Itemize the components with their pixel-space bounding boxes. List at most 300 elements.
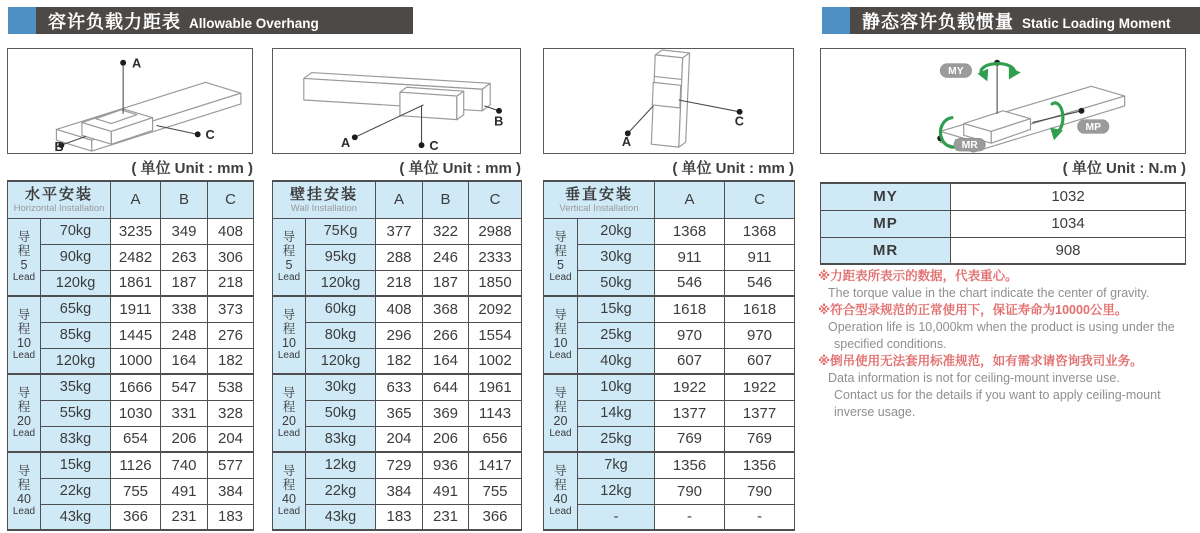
table-title [8, 181, 111, 218]
table-row [273, 374, 522, 400]
load-cell: 83kg [41, 426, 111, 452]
table-row [8, 270, 254, 296]
lead-cell [544, 218, 578, 296]
table-row [8, 244, 254, 270]
value-cell: 1356 [655, 452, 725, 478]
carriage-block [652, 82, 680, 108]
load-cell: 85kg [41, 322, 111, 348]
table-title [544, 181, 655, 218]
unit-label-nm: ( 单位 Unit : N.m ) [1062, 160, 1186, 177]
table-header-row [273, 181, 522, 218]
header-title-en: Allowable Overhang [189, 16, 319, 31]
value-cell: 755 [111, 478, 161, 504]
value-cell: 231 [161, 504, 208, 530]
blue-accent-square [822, 7, 850, 34]
note-1-en: The torque value in the chart indicate the center of gravity. [828, 286, 1150, 300]
load-cell: 65kg [41, 296, 111, 322]
header-title-en: Static Loading Moment [1022, 16, 1171, 31]
lead-line: 程 [282, 322, 296, 336]
table-title-en: Vertical Installation [559, 202, 639, 214]
point-c-label: C [429, 138, 439, 153]
lead-line: 导 [282, 386, 296, 400]
load-cell: 30kg [578, 244, 655, 270]
lead-line: 10 [553, 336, 568, 350]
load-cell: 30kg [306, 374, 376, 400]
lead-line: 程 [17, 400, 31, 414]
value-cell: 1618 [725, 296, 795, 322]
table-row [273, 218, 522, 244]
value-cell: 1445 [111, 322, 161, 348]
value-cell: 546 [725, 270, 795, 296]
lead-line: Lead [12, 428, 36, 439]
lead-line: 程 [554, 478, 567, 492]
lead-line: Lead [549, 428, 572, 439]
lead-line: 程 [554, 243, 567, 258]
lead-line: Lead [549, 506, 572, 517]
value-cell: 187 [161, 270, 208, 296]
lead-line: 导 [17, 308, 31, 322]
point-a-label: A [341, 135, 351, 151]
value-cell: 349 [161, 218, 208, 244]
table-title [273, 181, 376, 218]
lead-line: 程 [554, 400, 567, 414]
value-cell: 206 [423, 426, 469, 452]
vertical-diagram-svg [544, 49, 793, 153]
value-cell: 384 [376, 478, 423, 504]
value-cell: 607 [725, 348, 795, 374]
wall-installation-diagram [272, 48, 521, 154]
lead-line: 40 [282, 492, 296, 506]
spec-table [272, 180, 522, 531]
load-cell: 25kg [578, 322, 655, 348]
load-cell: 55kg [41, 400, 111, 426]
value-cell: 1143 [469, 400, 522, 426]
value-cell: 164 [161, 348, 208, 374]
load-cell: 83kg [306, 426, 376, 452]
point-a-label: A [131, 55, 142, 71]
value-cell: 408 [208, 218, 254, 244]
lead-line: 10 [282, 336, 296, 350]
table-row [8, 452, 254, 478]
lead-line: 程 [282, 243, 296, 258]
table-row [273, 426, 522, 452]
value-cell: 377 [376, 218, 423, 244]
lead-cell [273, 374, 306, 452]
header-title-zh: 容许负载力距表 [48, 12, 181, 32]
lead-cell [273, 296, 306, 374]
value-cell: 231 [423, 504, 469, 530]
table-row [544, 426, 795, 452]
value-cell: 206 [161, 426, 208, 452]
mp-label: MP [1085, 121, 1101, 133]
value-cell: 755 [469, 478, 522, 504]
lead-line: 导 [282, 464, 296, 478]
value-cell: 204 [376, 426, 423, 452]
table-title-zh: 垂直安装 [564, 185, 633, 203]
unit-label-mm: ( 单位 Unit : mm ) [399, 160, 521, 177]
load-cell: 120kg [306, 270, 376, 296]
lead-line: Lead [12, 506, 36, 517]
note-3-en-cont: inverse usage. [834, 405, 916, 419]
note-3-zh: ※倒吊使用无法套用标准规范，如有需求请咨询我司业务。 [818, 354, 1143, 368]
value-cell: - [725, 504, 795, 530]
moment-mr-value: 908 [951, 237, 1186, 264]
table-row [8, 322, 254, 348]
value-cell: 204 [208, 426, 254, 452]
load-cell: 120kg [41, 348, 111, 374]
value-cell: 546 [655, 270, 725, 296]
table-row [544, 244, 795, 270]
load-cell: 50kg [578, 270, 655, 296]
lead-line: 10 [17, 336, 31, 350]
table-row [273, 296, 522, 322]
column-header-a: A [376, 181, 423, 218]
table-title-en: Wall Installation [290, 202, 358, 214]
load-cell: 120kg [41, 270, 111, 296]
lead-line: 导 [17, 386, 31, 400]
load-cell: 35kg [41, 374, 111, 400]
load-cell: 22kg [306, 478, 376, 504]
value-cell: 183 [208, 504, 254, 530]
value-cell: 369 [423, 400, 469, 426]
value-cell: 633 [376, 374, 423, 400]
my-label: MY [948, 66, 964, 78]
load-cell: 90kg [41, 244, 111, 270]
note-3-en-cont: Contact us for the details if you want to apply ceiling-mount [834, 388, 1161, 402]
lead-line: Lead [549, 271, 572, 283]
horizontal-installation-diagram [7, 48, 253, 154]
blue-accent-square [8, 7, 36, 34]
table-row [273, 348, 522, 374]
lead-cell [544, 296, 578, 374]
value-cell: 1356 [725, 452, 795, 478]
value-cell: 1666 [111, 374, 161, 400]
value-cell: 970 [725, 322, 795, 348]
lead-line: Lead [549, 350, 572, 361]
carriage-block [400, 87, 464, 119]
value-cell: 936 [423, 452, 469, 478]
table-row [273, 478, 522, 504]
value-cell: 1377 [725, 400, 795, 426]
value-cell: 607 [655, 348, 725, 374]
load-cell: 20kg [578, 218, 655, 244]
value-cell: 276 [208, 322, 254, 348]
value-cell: 1911 [111, 296, 161, 322]
value-cell: - [655, 504, 725, 530]
column-header-b: B [161, 181, 208, 218]
lead-line: Lead [12, 271, 36, 283]
value-cell: 263 [161, 244, 208, 270]
value-cell: 322 [423, 218, 469, 244]
value-cell: 331 [161, 400, 208, 426]
load-cell: 43kg [41, 504, 111, 530]
moment-diagram-svg [821, 49, 1185, 153]
value-cell: 911 [655, 244, 725, 270]
value-cell: 408 [376, 296, 423, 322]
load-cell: 80kg [306, 322, 376, 348]
value-cell: 644 [423, 374, 469, 400]
lead-line: 40 [553, 492, 568, 506]
lead-line: Lead [277, 428, 301, 439]
value-cell: 491 [161, 478, 208, 504]
load-cell: 70kg [41, 218, 111, 244]
table-row [273, 504, 522, 530]
lead-cell [8, 374, 41, 452]
column-header-c: C [469, 181, 522, 218]
value-cell: 1030 [111, 400, 161, 426]
point-c-label: C [734, 113, 744, 129]
value-cell: 328 [208, 400, 254, 426]
table-row [273, 270, 522, 296]
value-cell: 790 [725, 478, 795, 504]
load-cell: 15kg [578, 296, 655, 322]
table-row [273, 244, 522, 270]
vertical-installation-table [543, 180, 794, 531]
unit-label-mm: ( 单位 Unit : mm ) [672, 160, 794, 177]
header-bar [850, 7, 1200, 34]
lead-line: 5 [20, 257, 28, 272]
table-row [8, 400, 254, 426]
lead-cell [8, 296, 41, 374]
load-cell: 43kg [306, 504, 376, 530]
value-cell: 1961 [469, 374, 522, 400]
value-cell: 366 [111, 504, 161, 530]
moment-mr-label: MR [821, 237, 951, 264]
load-cell: 50kg [306, 400, 376, 426]
allowable-overhang-header [8, 7, 413, 34]
table-row [8, 218, 254, 244]
value-cell: 1850 [469, 270, 522, 296]
spec-table [7, 180, 254, 531]
value-cell: 656 [469, 426, 522, 452]
value-cell: 2482 [111, 244, 161, 270]
table-row [544, 218, 795, 244]
column-header-a: A [655, 181, 725, 218]
moment-table [820, 182, 1186, 265]
my-badge [940, 64, 971, 78]
lead-cell [273, 218, 306, 296]
table-row [544, 400, 795, 426]
value-cell: 365 [376, 400, 423, 426]
table-row [8, 296, 254, 322]
moment-my-label: MY [821, 183, 951, 210]
header-title-zh: 静态容许负载惯量 [862, 12, 1014, 32]
static-moment-diagram [820, 48, 1186, 154]
load-cell: 12kg [578, 478, 655, 504]
value-cell: 547 [161, 374, 208, 400]
moment-my-value: 1032 [951, 183, 1186, 210]
value-cell: 1368 [655, 218, 725, 244]
value-cell: 182 [208, 348, 254, 374]
lead-line: 程 [554, 322, 567, 336]
load-cell: 40kg [578, 348, 655, 374]
table-row [544, 348, 795, 374]
value-cell: 182 [376, 348, 423, 374]
horizontal-installation-table [7, 180, 253, 531]
table-row [544, 478, 795, 504]
value-cell: 1368 [725, 218, 795, 244]
lead-line: 导 [554, 464, 567, 478]
table-row [544, 322, 795, 348]
lead-cell [273, 452, 306, 530]
value-cell: 266 [423, 322, 469, 348]
table-row [544, 452, 795, 478]
value-cell: 577 [208, 452, 254, 478]
value-cell: 790 [655, 478, 725, 504]
lead-line: 程 [282, 478, 296, 492]
table-row [8, 504, 254, 530]
lead-line: 程 [282, 400, 296, 414]
load-cell: 25kg [578, 426, 655, 452]
lead-cell [544, 452, 578, 530]
value-cell: 769 [655, 426, 725, 452]
table-row [273, 322, 522, 348]
value-cell: 187 [423, 270, 469, 296]
value-cell: 3235 [111, 218, 161, 244]
table-title-zh: 水平安装 [25, 185, 94, 203]
value-cell: 1002 [469, 348, 522, 374]
value-cell: 296 [376, 322, 423, 348]
value-cell: 164 [423, 348, 469, 374]
value-cell: 1618 [655, 296, 725, 322]
table-row [273, 452, 522, 478]
lead-line: 导 [554, 308, 567, 322]
lead-line: Lead [277, 271, 301, 283]
lead-line: 导 [554, 229, 567, 244]
table-title-en: Horizontal Installation [13, 202, 105, 214]
column-header-a: A [111, 181, 161, 218]
vertical-installation-diagram [543, 48, 794, 154]
spec-table [543, 180, 795, 531]
table-row [8, 374, 254, 400]
value-cell: 338 [161, 296, 208, 322]
table-row [544, 374, 795, 400]
table-row [544, 270, 795, 296]
value-cell: 911 [725, 244, 795, 270]
lead-cell [544, 374, 578, 452]
value-cell: 491 [423, 478, 469, 504]
value-cell: 1922 [725, 374, 795, 400]
lead-line: 导 [17, 229, 31, 244]
lead-line: 程 [17, 243, 31, 258]
column-header-c: C [208, 181, 254, 218]
lead-line: 导 [282, 229, 296, 244]
value-cell: 288 [376, 244, 423, 270]
table-header-row [8, 181, 254, 218]
load-cell: 10kg [578, 374, 655, 400]
load-cell: 15kg [41, 452, 111, 478]
value-cell: 654 [111, 426, 161, 452]
note-3-en: Data information is not for ceiling-mount inverse use. [828, 371, 1120, 385]
load-cell: 95kg [306, 244, 376, 270]
value-cell: 373 [208, 296, 254, 322]
point-c-label: C [205, 127, 215, 143]
table-row [8, 478, 254, 504]
value-cell: 218 [208, 270, 254, 296]
load-cell: 60kg [306, 296, 376, 322]
value-cell: 183 [376, 504, 423, 530]
load-cell: 7kg [578, 452, 655, 478]
lead-line: 5 [557, 257, 564, 272]
carriage-block [82, 109, 153, 144]
moment-mp-value: 1034 [951, 210, 1186, 237]
moment-mp-label: MP [821, 210, 951, 237]
lead-line: 20 [282, 414, 296, 428]
value-cell: 1922 [655, 374, 725, 400]
unit-label-mm: ( 单位 Unit : mm ) [131, 160, 253, 177]
table-row [8, 426, 254, 452]
lead-line: Lead [12, 350, 36, 361]
point-b-label: B [494, 113, 504, 129]
table-row [544, 296, 795, 322]
table-row [8, 348, 254, 374]
table-row [821, 210, 1186, 237]
lead-line: 20 [17, 414, 31, 428]
wall-diagram-svg [273, 49, 520, 153]
lead-line: 40 [17, 492, 31, 506]
load-cell: 120kg [306, 348, 376, 374]
value-cell: 366 [469, 504, 522, 530]
point-a-label: A [621, 134, 632, 150]
note-2-zh: ※符合型录规范的正常使用下，保证寿命为10000公里。 [818, 303, 1128, 317]
value-cell: 2333 [469, 244, 522, 270]
table-row [544, 504, 795, 530]
value-cell: 538 [208, 374, 254, 400]
table-row [821, 237, 1186, 264]
header-bar [36, 7, 413, 34]
note-1-zh: ※力距表所表示的数据，代表重心。 [818, 269, 1018, 283]
value-cell: 1417 [469, 452, 522, 478]
lead-line: 导 [554, 386, 567, 400]
mp-badge [1078, 120, 1109, 134]
load-cell: - [578, 504, 655, 530]
table-row [821, 183, 1186, 210]
lead-line: 20 [553, 414, 568, 428]
lead-cell [8, 218, 41, 296]
column-header-b: B [423, 181, 469, 218]
value-cell: 1861 [111, 270, 161, 296]
value-cell: 306 [208, 244, 254, 270]
lead-line: Lead [277, 350, 301, 361]
table-row [273, 400, 522, 426]
value-cell: 740 [161, 452, 208, 478]
mr-badge [954, 138, 985, 151]
value-cell: 970 [655, 322, 725, 348]
value-cell: 729 [376, 452, 423, 478]
value-cell: 384 [208, 478, 254, 504]
value-cell: 218 [376, 270, 423, 296]
footnotes [818, 268, 1200, 421]
note-2-en-cont: specified conditions. [834, 337, 947, 351]
load-cell: 14kg [578, 400, 655, 426]
note-2-en: Operation life is 10,000km when the product is using under the [828, 320, 1175, 334]
value-cell: 246 [423, 244, 469, 270]
wall-installation-table [272, 180, 521, 531]
lead-line: 导 [17, 464, 31, 478]
horizontal-diagram-svg [8, 49, 252, 153]
value-cell: 1000 [111, 348, 161, 374]
lead-cell [8, 452, 41, 530]
mr-label: MR [961, 140, 978, 152]
lead-line: 程 [17, 478, 31, 492]
value-cell: 1126 [111, 452, 161, 478]
load-cell: 22kg [41, 478, 111, 504]
point-b-label: B [54, 139, 64, 153]
value-cell: 248 [161, 322, 208, 348]
value-cell: 2988 [469, 218, 522, 244]
load-cell: 75Kg [306, 218, 376, 244]
value-cell: 2092 [469, 296, 522, 322]
